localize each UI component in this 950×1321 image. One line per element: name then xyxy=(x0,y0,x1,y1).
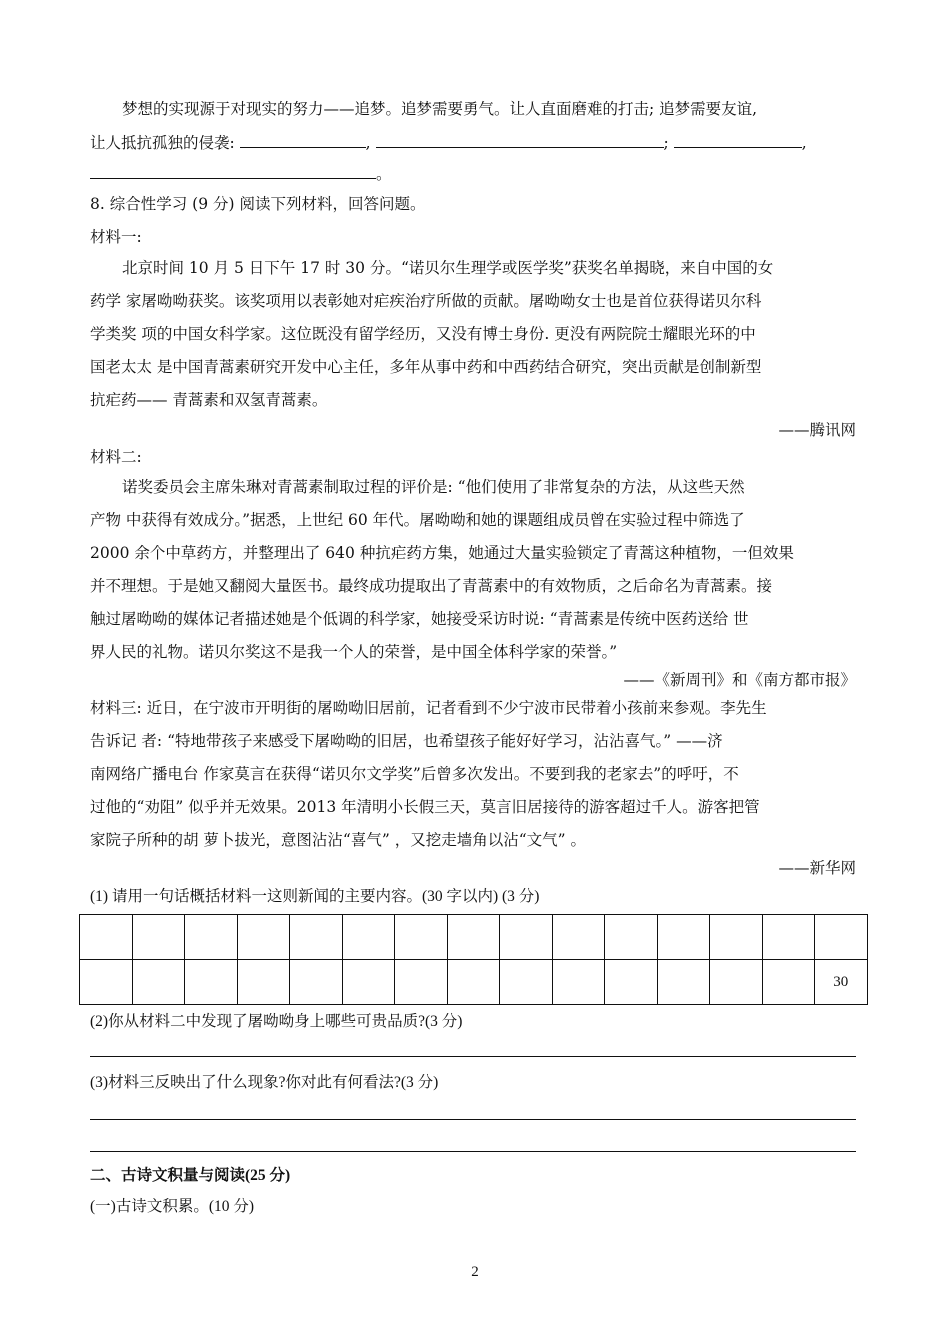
grid-cell[interactable] xyxy=(237,915,290,960)
grid-cell[interactable] xyxy=(447,915,500,960)
grid-cell[interactable] xyxy=(290,915,343,960)
question-8-part-3: (3)材料三反映出了什么现象?你对此有何看法?(3 分) xyxy=(90,1074,439,1091)
grid-cell[interactable] xyxy=(605,915,658,960)
grid-cell[interactable] xyxy=(815,915,868,960)
grid-cell[interactable] xyxy=(132,915,185,960)
question-8-part-2: (2)你从材料二中发现了屠呦呦身上哪些可贵品质?(3 分) xyxy=(90,1013,463,1030)
material-2-label: 材料二: xyxy=(90,448,142,466)
grid-cell[interactable] xyxy=(80,960,133,1005)
material-2-line: 2000 余个中草药方，并整理出了 640 种抗疟药方集，她通过大量实验锁定了青蒿这种植物，一但效果 xyxy=(90,544,794,562)
grid-cell[interactable] xyxy=(185,915,238,960)
material-3-line: 过他的“劝阻” 似乎并无效果。2013 年清明小长假三天，莫言旧居接待的游客超过千人。游客把管 xyxy=(90,798,760,816)
material-1-line: 药学 家屠呦呦获奖。该奖项用以表彰她对疟疾治疗所做的贡献。屠呦呦女士也是首位获得诺贝尔科 xyxy=(90,292,762,310)
grid-cell[interactable] xyxy=(657,915,710,960)
grid-cell[interactable] xyxy=(237,960,290,1005)
grid-count-label: 30 xyxy=(815,960,868,1005)
material-2-source: ——《新周刊》和《南方都市报》 xyxy=(623,671,856,689)
intro-line-2 xyxy=(90,132,807,154)
grid-cell[interactable] xyxy=(500,960,553,1005)
grid-cell[interactable] xyxy=(447,960,500,1005)
material-2-line: 触过屠呦呦的媒体记者描述她是个低调的科学家，她接受采访时说: “青蒿素是传统中医药送给 世 xyxy=(90,610,749,628)
intro-end: 。 xyxy=(376,165,392,183)
page-number: 2 xyxy=(471,1264,479,1280)
grid-cell[interactable] xyxy=(710,915,763,960)
grid-cell[interactable] xyxy=(657,960,710,1005)
material-3-line: 告诉记 者: “特地带孩子来感受下屠呦呦的旧居，也希望孩子能好好学习，沾沾喜气。” ——济 xyxy=(90,732,723,750)
grid-cell[interactable] xyxy=(80,915,133,960)
material-1-label: 材料一: xyxy=(90,228,142,246)
grid-cell[interactable] xyxy=(342,960,395,1005)
grid-cell[interactable] xyxy=(500,915,553,960)
material-2-line: 诺奖委员会主席朱琳对青蒿素制取过程的评价是: “他们使用了非常复杂的方法，从这些天然 xyxy=(122,478,745,496)
material-1-line: 国老太太 是中国青蒿素研究开发中心主任，多年从事中药和中西药结合研究，突出贡献是创制新型 xyxy=(90,358,762,376)
intro-line-1: 梦想的实现源于对现实的努力——追梦。追梦需要勇气。让人直面磨难的打击; 追梦需要友谊, xyxy=(122,100,758,118)
material-3-line: 南网络广播电台 作家莫言在获得“诺贝尔文学奖”后曾多次发出。不要到我的老家去”的呼吁，不 xyxy=(90,765,739,783)
material-3-line: 家院子所种的胡 萝卜拔光，意图沾沾“喜气” ，又挖走墙角以沾“文气” 。 xyxy=(90,831,586,849)
separator: ; xyxy=(663,134,669,152)
separator: , xyxy=(801,134,807,152)
question-8-title: 8. 综合性学习 (9 分) 阅读下列材料，回答问题。 xyxy=(90,195,426,213)
grid-cell[interactable] xyxy=(605,960,658,1005)
material-1-source: ——腾讯网 xyxy=(778,421,856,439)
grid-row xyxy=(80,915,868,960)
answer-blank[interactable] xyxy=(376,133,664,148)
material-1-line: 抗疟药—— 青蒿素和双氢青蒿素。 xyxy=(90,391,328,409)
grid-cell[interactable] xyxy=(552,915,605,960)
material-1-line: 学类奖 项的中国女科学家。这位既没有留学经历，又没有博士身份. 更没有两院院士耀眼光环的中 xyxy=(90,325,756,343)
grid-cell[interactable] xyxy=(342,915,395,960)
material-1-line: 北京时间 10 月 5 日下午 17 时 30 分。“诺贝尔生理学或医学奖”获奖名单揭晓，来自中国的女 xyxy=(122,259,774,277)
answer-blank[interactable] xyxy=(674,133,802,148)
grid-cell[interactable] xyxy=(290,960,343,1005)
separator: , xyxy=(365,134,371,152)
grid-cell[interactable] xyxy=(132,960,185,1005)
grid-cell[interactable] xyxy=(762,960,815,1005)
intro-line-3 xyxy=(90,163,392,185)
material-3-line: 材料三: 近日，在宁波市开明街的屠呦呦旧居前，记者看到不少宁波市民带着小孩前来参观。李先生 xyxy=(90,699,767,717)
material-3-source: ——新华网 xyxy=(778,859,856,877)
answer-blank[interactable] xyxy=(90,164,376,179)
intro-line-2-text: 让人抵抗孤独的侵袭: xyxy=(90,134,235,152)
material-2-line: 界人民的礼物。诺贝尔奖这不是我一个人的荣誉，是中国全体科学家的荣誉。” xyxy=(90,643,618,661)
grid-cell[interactable] xyxy=(185,960,238,1005)
grid-cell[interactable] xyxy=(395,915,448,960)
answer-grid xyxy=(79,914,868,1005)
grid-row xyxy=(80,960,868,1005)
material-2-line: 并不理想。于是她又翻阅大量医书。最终成功提取出了青蒿素中的有效物质，之后命名为青蒿素。接 xyxy=(90,577,773,595)
section-2-subtitle: (一)古诗文积累。(10 分) xyxy=(90,1198,255,1215)
grid-cell[interactable] xyxy=(395,960,448,1005)
answer-line[interactable] xyxy=(90,1119,856,1120)
grid-cell[interactable] xyxy=(762,915,815,960)
answer-line[interactable] xyxy=(90,1151,856,1152)
answer-blank[interactable] xyxy=(240,133,366,148)
grid-cell[interactable] xyxy=(552,960,605,1005)
material-2-line: 产物 中获得有效成分。”据悉，上世纪 60 年代。屠呦呦和她的课题组成员曾在实验过程中筛选了 xyxy=(90,511,745,529)
question-8-part-1: (1) 请用一句话概括材料一这则新闻的主要内容。(30 字以内) (3 分) xyxy=(90,888,540,905)
section-2-title: 二、古诗文积量与阅读(25 分) xyxy=(90,1167,291,1184)
answer-line[interactable] xyxy=(90,1056,856,1057)
grid-cell[interactable] xyxy=(710,960,763,1005)
